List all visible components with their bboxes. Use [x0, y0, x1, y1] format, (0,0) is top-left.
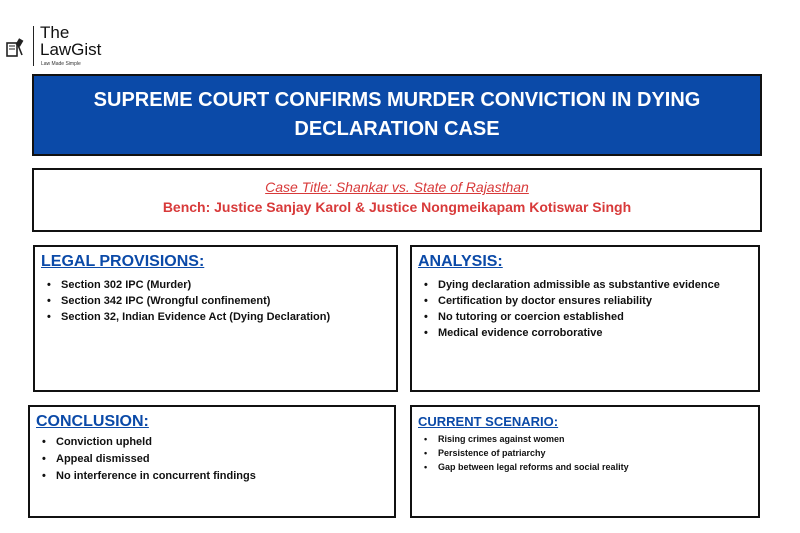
case-title: Case Title: Shankar vs. State of Rajasthan: [265, 179, 529, 195]
case-bench: Bench: Justice Sanjay Karol & Justice Nongmeikapam Kotiswar Singh: [162, 199, 632, 215]
logo-line2: LawGist: [40, 40, 102, 59]
analysis-heading: ANALYSIS:: [418, 253, 503, 270]
page-title: SUPREME COURT CONFIRMS MURDER CONVICTION IN DYING DECLARATION CASE: [93, 89, 701, 140]
conclusion-list: [42, 434, 256, 485]
title-banner: [32, 74, 762, 156]
analysis-panel: [410, 245, 760, 392]
logo-divider: [33, 26, 34, 66]
conclusion-heading: CONCLUSION:: [36, 413, 149, 430]
logo: [6, 24, 136, 70]
case-info-box: [32, 168, 762, 232]
list-item: • Gap between legal reforms and social reality: [424, 460, 629, 474]
current-scenario-panel: [410, 405, 760, 518]
current-scenario-heading: CURRENT SCENARIO:: [418, 414, 559, 429]
book-gavel-icon: [6, 38, 24, 58]
legal-provisions-panel: [33, 245, 398, 392]
list-item: • Certification by doctor ensures reliability: [424, 293, 720, 309]
logo-line1: The: [40, 23, 70, 42]
analysis-list: [424, 277, 720, 341]
list-item: • Conviction upheld: [42, 434, 256, 451]
list-item: • Rising crimes against women: [424, 432, 629, 446]
list-item: • Appeal dismissed: [42, 451, 256, 468]
legal-provisions-list: [47, 277, 330, 325]
conclusion-panel: [28, 405, 396, 518]
list-item: • Section 302 IPC (Murder): [47, 277, 330, 293]
list-item: • Dying declaration admissible as substantive evidence: [424, 277, 720, 293]
list-item: • Section 32, Indian Evidence Act (Dying Declaration): [47, 309, 330, 325]
list-item: • No tutoring or coercion established: [424, 309, 720, 325]
current-scenario-list: [424, 432, 629, 474]
list-item: • Persistence of patriarchy: [424, 446, 629, 460]
list-item: • Section 342 IPC (Wrongful confinement): [47, 293, 330, 309]
logo-tagline: Law Made Simple: [41, 61, 81, 67]
list-item: • Medical evidence corroborative: [424, 325, 720, 341]
legal-provisions-heading: LEGAL PROVISIONS:: [41, 253, 205, 270]
list-item: • No interference in concurrent findings: [42, 468, 256, 485]
